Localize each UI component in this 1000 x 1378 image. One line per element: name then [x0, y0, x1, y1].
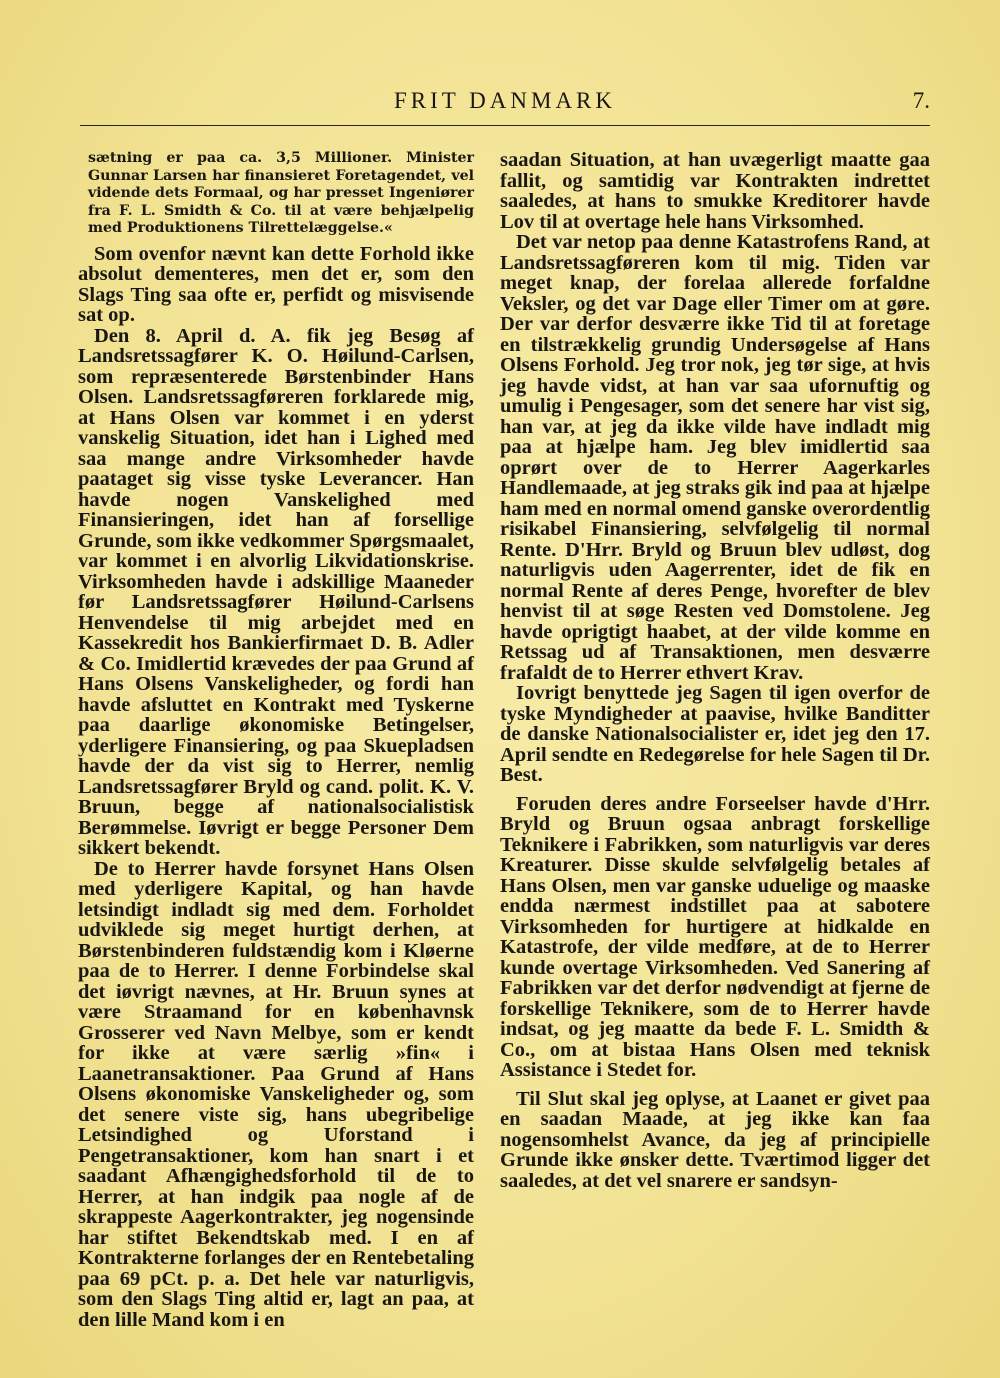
paragraph: saadan Situation, at han uvægerligt maatte gaa fallit, og samtidig var Kontrakten indrettet saaledes, at hans to smukke Kreditorer havde Lov til at overtage hele hans Virksomhed. [500, 149, 930, 233]
quoted-excerpt: sætning er paa ca. 3,5 Millioner. Minister Gunnar Larsen har finansieret Foretagendet, vel vidende dets Formaal, og har presset Ingeniører fra F. L. Smidth & Co. til at være behjælpelig med Produktionens Tilrettelæggelse.« [88, 150, 474, 236]
paragraph: De to Herrer havde forsynet Hans Olsen med yderligere Kapital, og han havde letsindigt indladt sig med dem. Forholdet udviklede sig meget hurtigt derhen, at Børstenbinderen fuldstændig kom i Kløerne paa de to Herrer. I denne Forbindelse skal det iøvrigt nævnes, at Hr. Bruun synes at være Straamand for en københavnsk Grosserer ved Navn Melbye, som er kendt for ikke at være særlig »fin« i Laanetransaktioner. Paa Grund af Hans Olsens økonomiske Vanskeligheder og, som det senere viste sig, hans ubegribelige Letsindighed og Uforstand i Pengetransaktioner, kom han snart i et saadant Afhængighedsforhold til de to Herrer, at han indgik paa nogle af de skrappeste Aagerkontrakter, jeg nogensinde har stiftet Bekendtskab med. I en af Kontrakterne forlanges der en Rentebetaling paa 69 pCt. p. a. Det hele var naturligvis, som den Slags Ting altid er, lagt an paa, at den lille Mand kom i en [78, 857, 474, 1331]
paragraph: Foruden deres andre Forseelser havde d'Hrr. Bryld og Bruun ogsaa anbragt forskellige Teknikere i Fabrikken, som naturligvis var deres Kreaturer. Disse skulde selvfølgelig betales af Hans Olsen, men var ganske uduelige og maaske endda nærmest indstillet paa at sabotere Virksomheden for hurtigere at hidkalde en Katastrofe, der vilde medføre, at de to Herrer kunde overtage Virksomheden. Ved Sanering af Fabrikken var det derfor nødvendigt at fjerne de forskellige Teknikere, som de to Herrer havde indsat, og jeg maatte da bede F. L. Smidth & Co., om at bistaa Hans Olsen med teknisk Assistance i Stedet for. [500, 792, 930, 1081]
right-column [500, 150, 930, 1191]
page-header [80, 88, 930, 122]
publication-title: FRIT DANMARK [393, 88, 617, 113]
paragraph: Det var netop paa denne Katastrofens Rand, at Landsretssagføreren kom til mig. Tiden var meget knap, der forelaa allerede forfaldne Veksler, og det var Dage eller Timer om at gøre. Der var derfor desværre ikke Tid til at foretage en tilstrækkelig grundig Undersøgelse af Hans Olsens Forhold. Jeg tror nok, jeg tør sige, at hvis jeg havde vidst, at han var saa ufornuftig og umulig i Pengesager, som det senere har vist sig, han var, at jeg da ikke vilde have indladt mig paa at hjælpe ham. Jeg blev imidlertid saa oprørt over de to Herrer Aagerkarles Handlemaade, at jeg straks gik ind paa at hjælpe ham med en normal omend ganske overordentlig risikabel Finansiering, selvfølgelig til normal Rente. D'Hrr. Bryld og Bruun blev udløst, dog naturligvis uden Aagerrenter, idet de fik en normal Rente af deres Penge, hvorefter de blev henvist til at søge Resten ved Domstolene. Jeg havde oprigtigt haabet, at der vilde komme en Retssag ud af Transaktionen, men desværre frafaldt de to Herrer ethvert Krav. [500, 231, 930, 684]
left-column [78, 150, 474, 1330]
header-rule [80, 125, 930, 126]
page-number: 7. [912, 88, 930, 113]
paragraph: Til Slut skal jeg oplyse, at Laanet er givet paa en saadan Maade, at jeg ikke kan faa nogensomhelst Avance, da jeg af principielle Grunde ikke ønsker dette. Tværtimod ligger det saaledes, at det vel snarere er sandsyn- [500, 1087, 930, 1192]
paragraph: Den 8. April d. A. fik jeg Besøg af Landsretssagfører K. O. Høilund-Carlsen, som repræsenterede Børstenbinder Hans Olsen. Landsretssagføreren forklarede mig, at Hans Olsen var kommet i en yderst vanskelig Situation, idet han i Lighed med saa mange andre Virksomheder havde paataget sig visse tyske Leverancer. Han havde nogen Vanskelighed med Finansieringen, idet han af forsellige Grunde, som ikke vedkommer Spørgsmaalet, var kommet i en alvorlig Likvidationskrise. Virksomheden havde i adskillige Maaneder før Landsretssagfører Høilund-Carlsens Henvendelse til mig arbejdet med en Kassekredit hos Bankierfirmaet D. B. Adler & Co. Imidlertid krævedes der paa Grund af Hans Olsens Vanskeligheder, og fordi han havde afsluttet en Kontrakt med Tyskerne paa daarlige økonomiske Betingelser, yderligere Finansiering, og paa Skuepladsen havde der da vist sig to Herrer, nemlig Landsretssagfører Bryld og cand. polit. K. V. Bruun, begge af nationalsocialistisk Berømmelse. Iøvrigt er begge Personer Dem sikkert bekendt. [78, 324, 474, 859]
paragraph: Iovrigt benyttede jeg Sagen til igen overfor de tyske Myndigheder at paavise, hvilke Banditter de danske Nationalsocialister er, idet jeg den 17. April sendte en Redegørelse for hele Sagen til Dr. Best. [500, 682, 930, 786]
paragraph: Som ovenfor nævnt kan dette Forhold ikke absolut dementeres, men det er, som den Slags Ting saa ofte er, perfidt og misvisende sat op. [78, 242, 474, 326]
